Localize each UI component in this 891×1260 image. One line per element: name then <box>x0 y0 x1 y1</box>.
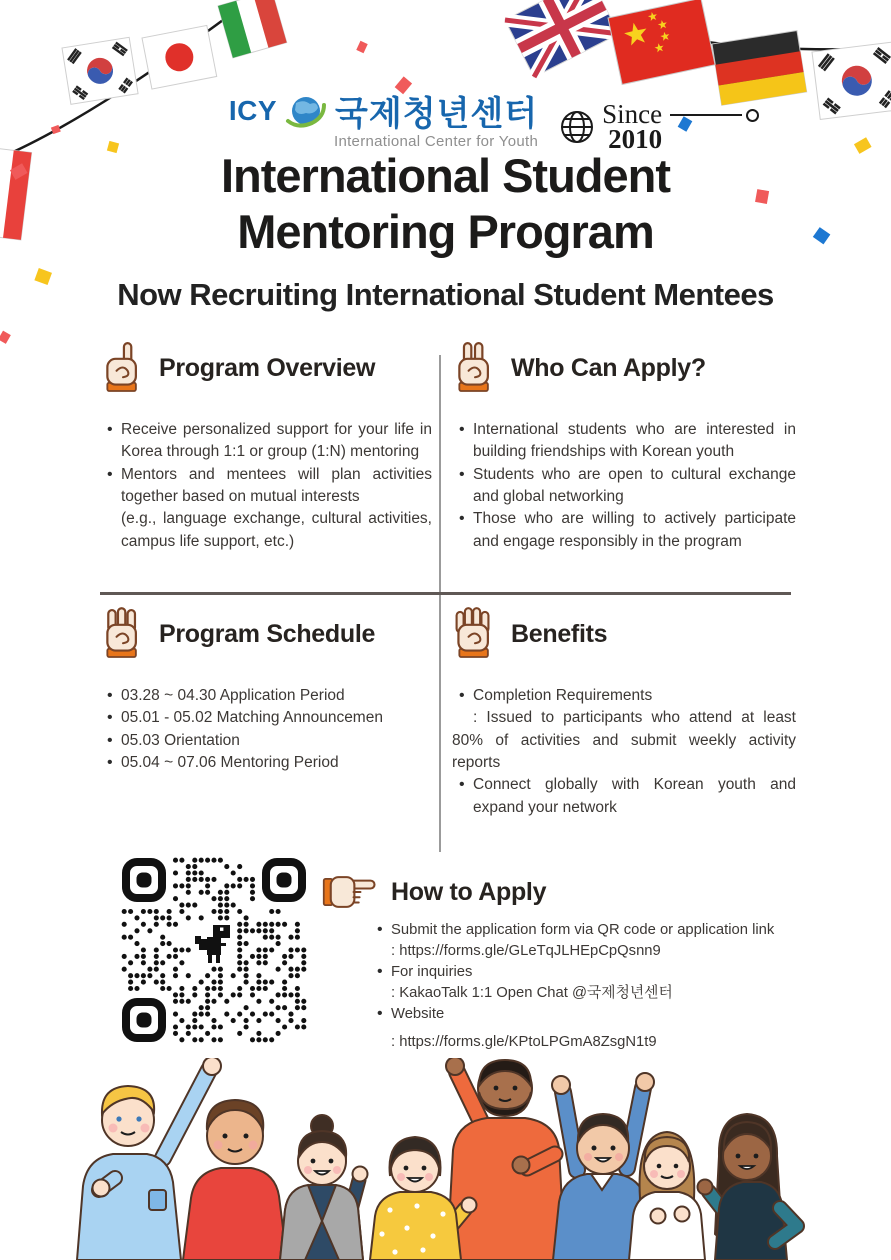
icy-globe-icon <box>284 89 328 133</box>
application-link[interactable]: : https://forms.gle/GLeTqJLHEpCpQsnn9 <box>391 943 661 959</box>
list-item: • Completion Requirements <box>473 685 796 707</box>
pointing-right-hand-icon <box>322 872 378 912</box>
list-item: • Submit the application form via QR code or application link <box>391 920 808 941</box>
three-finger-count-hand-icon <box>100 606 146 662</box>
list-item: (e.g., language exchange, cultural activities, campus life support, etc.) <box>121 510 432 550</box>
list-item: • Website <box>391 1004 808 1025</box>
section-how-to-apply <box>322 872 808 1053</box>
horizontal-divider <box>100 592 791 595</box>
flag-japan <box>142 25 217 89</box>
since-globe-icon <box>558 108 596 146</box>
qr-code-with-dino <box>121 857 307 1043</box>
list-item: • 05.04 ~ 07.06 Mentoring Period <box>121 752 432 774</box>
person-white-blouse <box>629 1132 705 1260</box>
section-title: How to Apply <box>391 877 547 906</box>
page-title <box>0 148 891 261</box>
since-2010-mark <box>558 99 663 154</box>
title-line-2: Mentoring Program <box>237 205 654 259</box>
person-orange-shirt <box>446 1058 565 1260</box>
flag-china <box>608 0 715 85</box>
icy-logo-text: ICY <box>228 94 278 126</box>
list-item: • 05.03 Orientation <box>121 730 432 752</box>
flag-united-kingdom <box>505 0 619 77</box>
page-subtitle: Now Recruiting International Student Mentees <box>117 277 774 312</box>
two-finger-count-hand-icon <box>452 340 498 396</box>
section-title: Program Overview <box>159 353 376 382</box>
icy-english-name: International Center for Youth <box>333 133 539 150</box>
section-who-can-apply <box>452 340 796 553</box>
how-to-apply-list <box>375 920 808 1053</box>
list-item: • Connect globally with Korean youth and expand your network <box>473 774 796 819</box>
flag-italy <box>218 0 287 58</box>
list-item: • Receive personalized support for your life in Korea through 1:1 or group (1:N) mentoring <box>121 419 432 464</box>
schedule-list <box>100 685 432 774</box>
list-item: • For inquiries <box>391 962 808 983</box>
kakao-open-chat: : KakaoTalk 1:1 Open Chat @국제청년센터 <box>391 985 673 1001</box>
apply-list <box>452 419 796 553</box>
title-line-1: International Student <box>221 149 670 202</box>
since-timeline <box>670 114 742 116</box>
section-title: Program Schedule <box>159 619 376 648</box>
person-dark-top <box>698 1114 798 1260</box>
list-item: • 05.01 - 05.02 Matching Announcemen <box>121 707 432 729</box>
since-label: Since <box>602 99 663 129</box>
list-item: • Mentors and mentees will plan activities together based on mutual interests <box>121 464 432 509</box>
list-item: • Those who are willing to actively participate and engage responsibly in the program <box>473 508 796 553</box>
section-title: Benefits <box>511 619 608 648</box>
cheering-people-illustration <box>55 1058 891 1260</box>
list-item: • International students who are interested in building friendships with Korean youth <box>473 419 796 464</box>
icy-korean-name: 국제청년센터 <box>335 95 539 133</box>
list-item: • Students who are open to cultural exchange and global networking <box>473 464 796 509</box>
overview-list <box>100 419 432 553</box>
section-program-schedule <box>100 606 432 774</box>
logo-row <box>0 86 891 152</box>
list-item-continuation: : Issued to participants who attend at least 80% of activities and submit weekly activity reports <box>452 709 796 771</box>
section-benefits <box>452 606 796 819</box>
since-timeline-dot <box>746 109 759 122</box>
list-item: • 03.28 ~ 04.30 Application Period <box>121 685 432 707</box>
icy-logo <box>229 86 538 150</box>
person-red-sweater <box>183 1100 287 1260</box>
website-link[interactable]: : https://forms.gle/KPtoLPGmA8ZsgN1t9 <box>391 1034 657 1050</box>
benefits-list <box>452 685 796 819</box>
person-gray-vest <box>280 1115 368 1260</box>
four-finger-count-hand-icon <box>452 606 498 662</box>
one-finger-count-hand-icon <box>100 340 146 396</box>
section-program-overview <box>100 340 432 553</box>
vertical-divider <box>439 355 441 852</box>
since-year: 2010 <box>608 123 663 154</box>
section-title: Who Can Apply? <box>511 353 706 382</box>
